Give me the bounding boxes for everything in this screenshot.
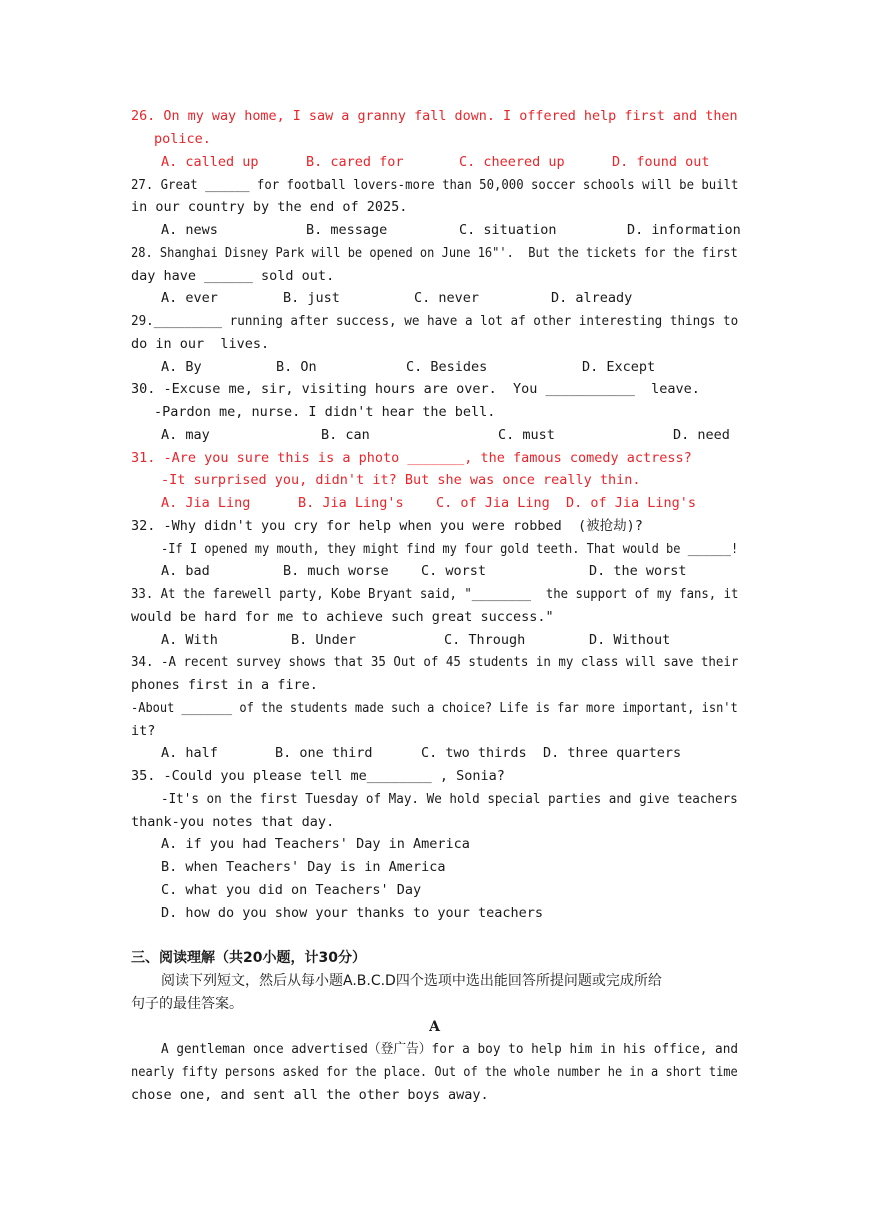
option-b: B. one third (275, 745, 373, 761)
option-a: A. By (161, 359, 202, 375)
option-d: D. already (551, 290, 633, 306)
option-c: C. worst (421, 563, 487, 579)
question-31-text-cont: -It surprised you, didn't it? But she was once really thin. (161, 472, 641, 488)
question-35-text-line3: thank-you notes that day. (131, 814, 335, 830)
question-35-option-a: A. if you had Teachers' Day in America (161, 836, 470, 852)
question-30-text: 30. -Excuse me, sir, visiting hours are over. You ___________ leave. (131, 381, 700, 397)
section-instruction-cont: 句子的最佳答案。 (131, 996, 243, 1012)
question-34-text-cont: phones first in a fire. (131, 677, 318, 693)
question-31-options (161, 493, 741, 513)
section-heading: 三、阅读理解（共20小题，计30分） (131, 950, 366, 966)
option-d: D. found out (612, 154, 710, 170)
option-d: D. need (673, 427, 730, 443)
question-33-text-cont: would be hard for me to achieve such great success." (131, 609, 554, 625)
question-34-options (161, 743, 741, 763)
passage-line-2: nearly fifty persons asked for the place. Out of the whole number he in a short time (131, 1064, 738, 1080)
section-instruction: 阅读下列短文，然后从每小题A.B.C.D四个选项中选出能回答所提问题或完成所给 (161, 973, 662, 989)
question-35-option-d: D. how do you show your thanks to your teachers (161, 905, 544, 921)
option-c: C. must (498, 427, 555, 443)
option-d: D. of Jia Ling's (566, 495, 697, 511)
question-34-text-line4: it? (131, 723, 156, 739)
option-d: D. three quarters (543, 745, 682, 761)
option-a: A. called up (161, 154, 259, 170)
question-29-text-cont: do in our lives. (131, 336, 270, 352)
question-30-text-cont: -Pardon me, nurse. I didn't hear the bell. (154, 404, 496, 420)
option-a: A. may (161, 427, 210, 443)
option-a: A. With (161, 632, 218, 648)
option-c: C. situation (459, 222, 557, 238)
question-35-option-c: C. what you did on Teachers' Day (161, 882, 422, 898)
question-27-options (161, 220, 741, 240)
option-c: C. two thirds (421, 745, 527, 761)
option-a: A. half (161, 745, 218, 761)
passage-line-1: A gentleman once advertised（登广告）for a boy to help him in his office, and (161, 1041, 739, 1057)
option-d: D. Except (582, 359, 656, 375)
option-c: C. of Jia Ling (436, 495, 550, 511)
option-a: A. bad (161, 563, 210, 579)
option-c: C. Besides (406, 359, 488, 375)
option-b: B. Under (291, 632, 357, 648)
question-29-text: 29._________ running after success, we have a lot af other interesting things to (131, 313, 739, 329)
option-d: D. information (627, 222, 741, 238)
question-32-text-cont: -If I opened my mouth, they might find my four gold teeth. That would be ______! (161, 541, 739, 557)
option-b: B. cared for (306, 154, 404, 170)
option-b: B. much worse (283, 563, 389, 579)
option-c: C. Through (444, 632, 526, 648)
option-b: B. can (321, 427, 370, 443)
question-34-text-line3: -About _______ of the students made such a choice? Life is far more important, isn't (131, 700, 738, 716)
question-30-options (161, 425, 741, 445)
question-33-options (161, 630, 741, 650)
question-35-text: 35. -Could you please tell me________ , Sonia? (131, 768, 505, 784)
question-26-text: 26. On my way home, I saw a granny fall down. I offered help first and then (131, 108, 738, 124)
question-32-options (161, 561, 741, 581)
passage-line-3: chose one, and sent all the other boys away. (131, 1087, 489, 1103)
option-c: C. never (414, 290, 480, 306)
option-a: A. Jia Ling (161, 495, 251, 511)
question-34-text: 34. -A recent survey shows that 35 Out of 45 students in my class will save their (131, 654, 739, 670)
question-28-text: 28. Shanghai Disney Park will be opened on June 16"'. But the tickets for the first (131, 245, 738, 261)
option-d: D. Without (589, 632, 671, 648)
question-33-text: 33. At the farewell party, Kobe Bryant said, "________ the support of my fans, it (131, 586, 739, 602)
question-29-options (161, 357, 741, 377)
option-a: A. ever (161, 290, 218, 306)
option-a: A. news (161, 222, 218, 238)
question-35-text-cont: -It's on the first Tuesday of May. We hold special parties and give teachers (161, 791, 738, 807)
question-35-option-b: B. when Teachers' Day is in America (161, 859, 446, 875)
question-26-options (161, 152, 741, 172)
option-b: B. On (276, 359, 317, 375)
option-c: C. cheered up (459, 154, 565, 170)
passage-title: A (429, 1019, 440, 1035)
option-d: D. the worst (589, 563, 687, 579)
option-b: B. message (306, 222, 388, 238)
question-32-text: 32. -Why didn't you cry for help when you were robbed (被抢劫)? (131, 518, 643, 534)
question-31-text: 31. -Are you sure this is a photo _______, the famous comedy actress? (131, 450, 692, 466)
question-28-options (161, 288, 741, 308)
option-b: B. just (283, 290, 340, 306)
question-26-text-cont: police. (154, 131, 211, 147)
question-27-text-cont: in our country by the end of 2025. (131, 199, 408, 215)
question-27-text: 27. Great ______ for football lovers-more than 50,000 soccer schools will be built (131, 177, 739, 193)
question-28-text-cont: day have ______ sold out. (131, 268, 335, 284)
option-b: B. Jia Ling's (298, 495, 404, 511)
